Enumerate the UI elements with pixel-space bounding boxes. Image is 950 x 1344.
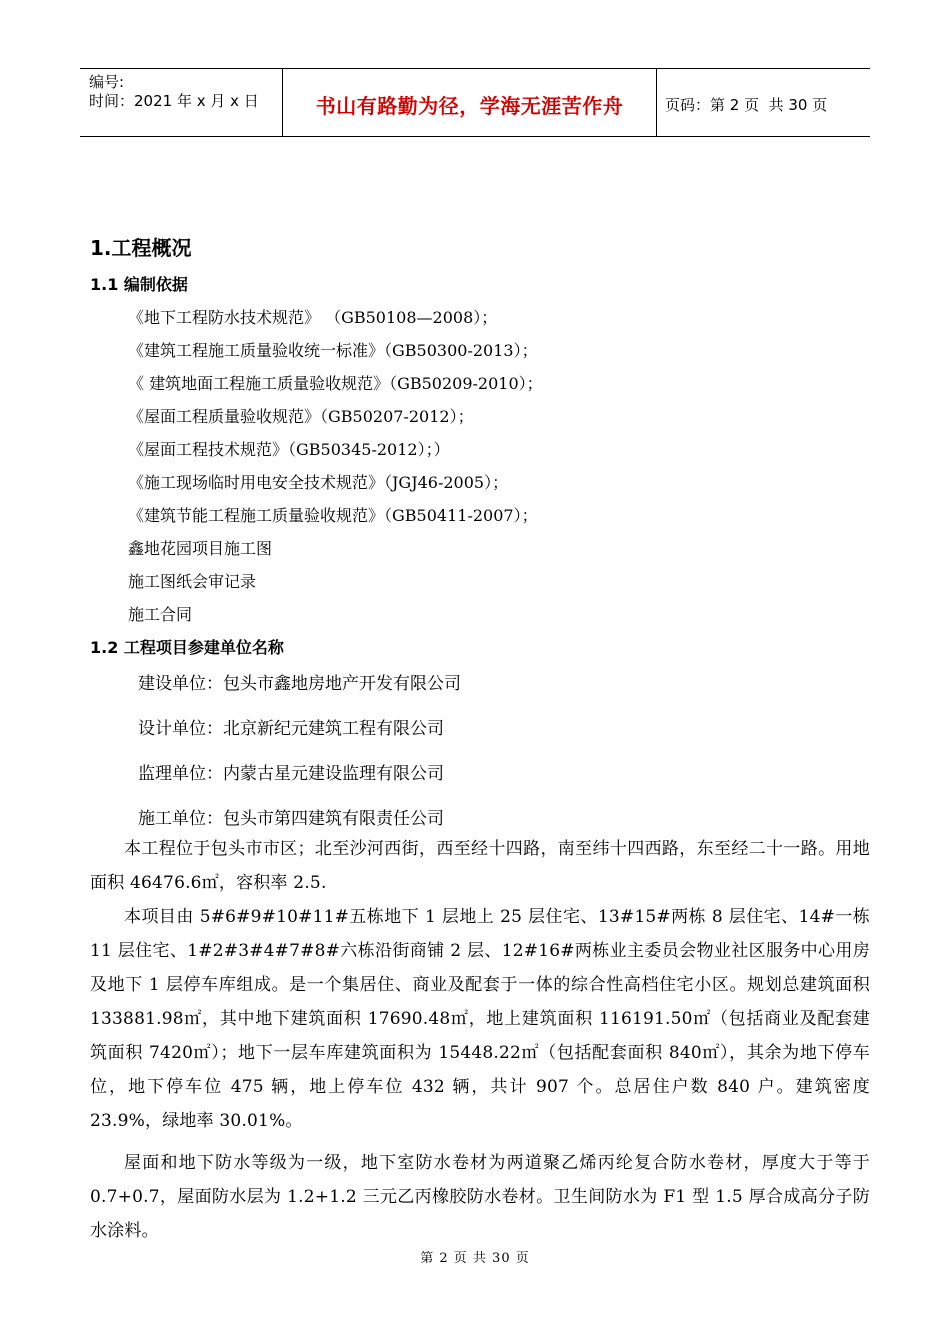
basis-item: 《建筑工程施工质量验收统一标准》（GB50300-2013）； (128, 341, 538, 360)
section-title: 1.工程概况 (90, 236, 192, 260)
page-footer: 第 2 页 共 30 页 (420, 1251, 530, 1266)
paragraph-waterproofing: 屋面和地下防水等级为一级，地下室防水卷材为两道聚乙烯丙纶复合防水卷材，厚度大于等于 0.7+0.7，屋面防水层为 1.2+1.2 三元乙丙橡胶防水卷材。卫生间防水为 F1 型 1.5 厚合成高分子防水涂料。 (90, 1153, 870, 1241)
subsection-title-units: 1.2 工程项目参建单位名称 (90, 638, 284, 657)
paragraph-composition: 本项目由 5#6#9#10#11#五栋地下 1 层地上 25 层住宅、13#15#两栋 8 层住宅、14#一栋 11 层住宅、1#2#3#4#7#8#六栋沿街商铺 2 层、12#16#两栋业主委员会物业社区服务中心用房及地下 1 层停车库组成。是一个集居住、商业及配套于一体的综合性高档住宅小区。规划总建筑面积 133881.98㎡，其中地下建筑面积 17690.48㎡，地上建筑面积 116191.50㎡（包括商业及配套建筑面积 7420㎡）；地下一层车库建筑面积为 15448.22㎡（包括配套面积 840㎡），其余为地下停车位，地下停车位 475 辆，地上停车位 432 辆，共计 907 个。总居住户数 840 户。建筑密度 23.9%，绿地率 30.01%。 (90, 907, 870, 1131)
unit-item: 建设单位：包头市鑫地房地产开发有限公司 (138, 674, 461, 694)
basis-item: 鑫地花园项目施工图 (128, 539, 273, 558)
paragraph-location: 本工程位于包头市市区；北至沙河西街，西至经十四路，南至纬十四西路，东至经二十一路。用地面积 46476.6㎡，容积率 2.5. (90, 839, 870, 893)
header-motto-cell (283, 69, 657, 136)
basis-item: 《屋面工程技术规范》（GB50345-2012）；） (128, 440, 450, 459)
basis-item: 《 建筑地面工程施工质量验收规范》（GB50209-2010）； (128, 374, 543, 393)
unit-item: 监理单位：内蒙古星元建设监理有限公司 (138, 764, 444, 784)
basis-item: 《施工现场临时用电安全技术规范》（JGJ46-2005）； (128, 473, 509, 492)
basis-list (90, 301, 870, 631)
units-list (90, 664, 870, 844)
unit-item: 施工单位：包头市第四建筑有限责任公司 (138, 809, 444, 829)
serial-label: 编号: (89, 73, 125, 91)
basis-item: 《屋面工程质量验收规范》（GB50207-2012）； (128, 407, 474, 426)
page-header (80, 68, 870, 137)
document-body (90, 228, 870, 1248)
basis-item: 施工图纸会审记录 (128, 572, 257, 591)
subsection-title-basis: 1.1 编制依据 (90, 275, 188, 294)
header-meta (80, 69, 283, 136)
date-label: 时间：2021 年 x 月 x 日 (89, 92, 259, 110)
unit-item: 设计单位：北京新纪元建筑工程有限公司 (138, 719, 444, 739)
basis-item: 施工合同 (128, 605, 193, 624)
basis-item: 《建筑节能工程施工质量验收规范》（GB50411-2007）； (128, 506, 538, 525)
header-page-info: 页码：第 2 页 共 30 页 (665, 96, 828, 114)
header-motto: 书山有路勤为径，学海无涯苦作舟 (315, 94, 624, 118)
basis-item: 《地下工程防水技术规范》 （GB50108—2008）； (128, 308, 498, 327)
